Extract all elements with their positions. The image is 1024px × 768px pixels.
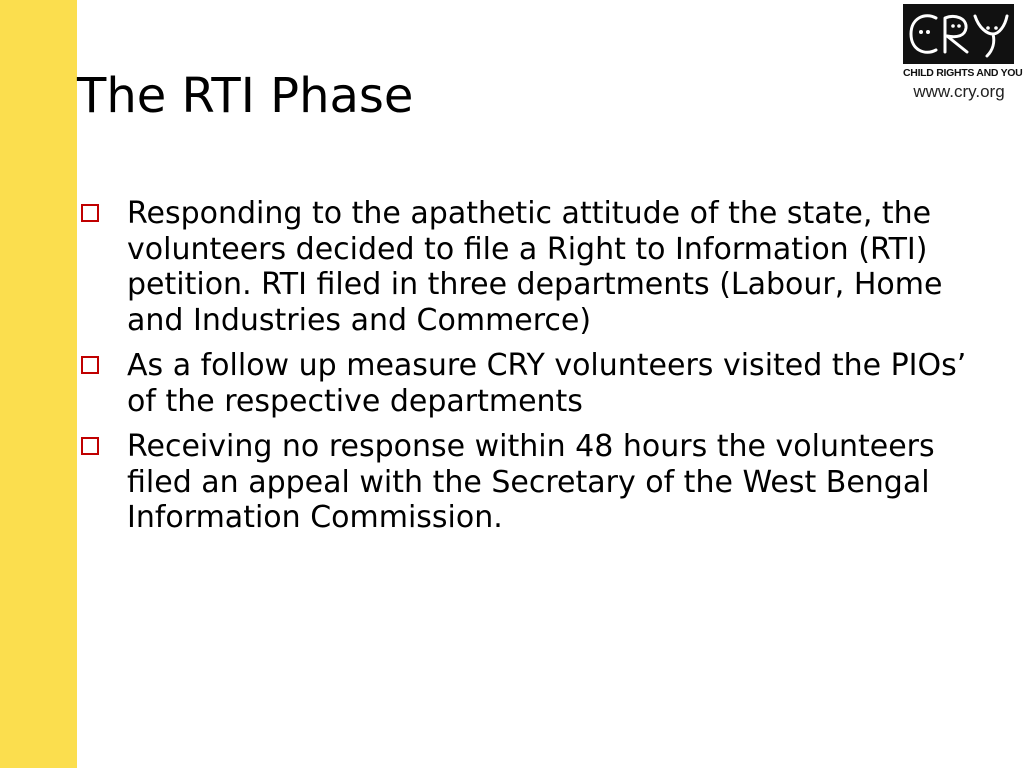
hollow-square-icon	[81, 437, 99, 455]
cry-logo-tagline: CHILD RIGHTS AND YOU	[903, 67, 1023, 79]
bullet-list	[77, 196, 967, 546]
cry-logo	[903, 4, 1023, 104]
cry-logo-url: www.cry.org	[913, 82, 1005, 101]
bullet-text: Responding to the apathetic attitude of the state, the volunteers decided to file a Right to Information (RTI) petition. RTI filed in three departments (Labour, Home and Industries and Commerce)	[127, 196, 943, 338]
slide-title: The RTI Phase	[77, 68, 414, 124]
cry-logo-mark-icon	[903, 4, 1014, 64]
hollow-square-icon	[81, 204, 99, 222]
bullet-item	[77, 348, 967, 419]
bullet-item	[77, 196, 967, 338]
cry-logo-mark	[903, 4, 1014, 64]
bullet-text: As a follow up measure CRY volunteers visited the PIOs’ of the respective departments	[127, 348, 967, 419]
side-accent-bar	[0, 0, 77, 768]
bullet-item	[77, 429, 967, 536]
hollow-square-icon	[81, 356, 99, 374]
bullet-text: Receiving no response within 48 hours the volunteers filed an appeal with the Secretary of the West Bengal Information Commission.	[127, 429, 935, 535]
